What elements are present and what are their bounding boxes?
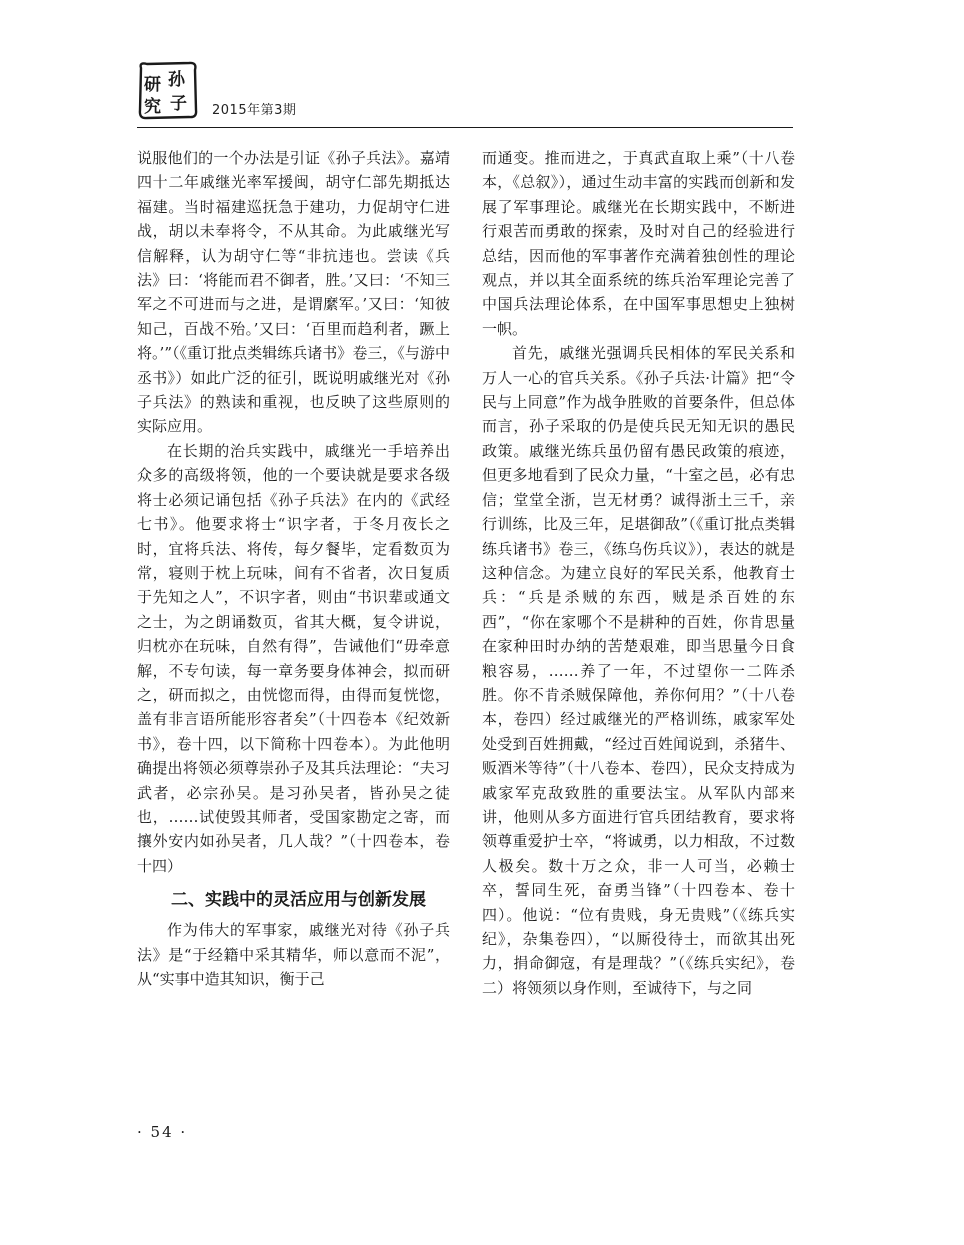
paragraph: 说服他们的一个办法是引证《孙子兵法》。嘉靖四十二年戚继光率军援闽，胡守仁部先期抵达福建。当时福建巡抚急于建功，力促胡守仁进战，胡以未奉将令，不从其命。为此戚继光写信解释，认为胡守仁等“非抗违也。尝读《兵法》曰：‘将能而君不御者，胜。’又曰：‘不知三军之不可进而与之进，是谓縻军。’又曰：‘知彼知己，百战不殆。’又曰：‘百里而趋利者，蹶上将。’”（《重订批点类辑练兵诸书》卷三，《与游中丞书》）如此广泛的征引，既说明戚继光对《孙子兵法》的熟读和重视，也反映了这些原则的实际应用。 xyxy=(137,149,450,436)
header-rule xyxy=(137,127,793,128)
paragraph: 而通变。推而进之，于真武直取上乘”（十八卷本，《总叙》），通过生动丰富的实践而创新和发展了军事理论。戚继光在长期实践中，不断进行艰苦而勇敢的探索，及时对自己的经验进行总结，因而他的军事著作充满着独创性的理论观点，并以其全面系统的练兵治军理论完善了中国兵法理论体系，在中国军事思想史上独树一帜。 xyxy=(482,149,795,338)
page-number: · 54 · xyxy=(137,1123,188,1141)
left-column xyxy=(137,146,450,991)
svg-text:究: 究 xyxy=(144,97,161,117)
paragraph: 作为伟大的军事家，戚继光对待《孙子兵法》是“于经籍中采其精华，师以意而不泥”，从“实事中造其知识，衡于己 xyxy=(137,921,450,988)
svg-text:孙: 孙 xyxy=(168,70,185,90)
issue-label: 2015年第3期 xyxy=(212,103,297,118)
paragraph: 首先，戚继光强调兵民相体的军民关系和万人一心的官兵关系。《孙子兵法·计篇》把“令民与上同意”作为战争胜败的首要条件，但总体而言，孙子采取的仍是使兵民无知无识的愚民政策。戚继光练兵虽仍留有愚民政策的痕迹，但更多地看到了民众力量，“十室之邑，必有忠信；堂堂全浙，岂无材勇？诚得浙土三千，亲行训练，比及三年，足堪御敌”（《重订批点类辑练兵诸书》卷三，《练乌伤兵议》），表达的就是这种信念。为建立良好的军民关系，他教育士兵：“兵是杀贼的东西，贼是杀百姓的东西”，“你在家哪个不是耕种的百姓，你肯思量在家种田时办纳的苦楚艰难，即当思量今日食粮容易，……养了一年，不过望你一二阵杀胜。你不肯杀贼保障他，养你何用？”（十八卷本，卷四）经过戚继光的严格训练，戚家军处处受到百姓拥戴，“经过百姓闻说到，杀猪牛、贩酒米等待”（十八卷本、卷四），民众支持成为戚家军克敌致胜的重要法宝。从军队内部来讲，他则从多方面进行官兵团结教育，要求将领尊重爱护士卒，“将诚勇，以力相敌，不过数人极矣。数十万之众，非一人可当，必赖士卒，誓同生死，奋勇当锋”（十四卷本、卷十四）。他说：“位有贵贱，身无贵贱”（《练兵实纪》，杂集卷四），“以厮役待士，而欲其出死力，捐命御寇，有是理哉？”（《练兵实纪》，卷二）将领须以身作则，至诚待下，与之同 xyxy=(482,344,795,997)
section-heading: 二、实践中的灵活应用与创新发展 xyxy=(171,890,426,911)
right-column xyxy=(482,146,795,1000)
paragraph: 在长期的治兵实践中，戚继光一手培养出众多的高级将领，他的一个要诀就是要求各级将士必须记诵包括《孙子兵法》在内的《武经七书》。他要求将士“识字者，于冬月夜长之时，宜将兵法、将传，每夕餐毕，定看数页为常，寝则于枕上玩味，间有不省者，次日复质于先知之人”，不识字者，则由“书识辈或通文之士，为之朗诵数页，省其大概，复令讲说，归枕亦在玩味，自然有得”，告诫他们“毋牵意解，不专句读，每一章务要身体神会，拟而研之，研而拟之，由恍惚而得，由得而复恍惚，盖有非言语所能形容者矣”（十四卷本《纪效新书》，卷十四，以下简称十四卷本）。为此他明确提出将领必须尊崇孙子及其兵法理论：“夫习武者，必宗孙吴。是习孙吴者，皆孙吴之徒也，……试使毁其师者，受国家勘定之寄，而攘外安内如孙吴者，几人哉？”（十四卷本，卷十四） xyxy=(137,441,450,875)
journal-logo xyxy=(137,60,199,120)
svg-text:子: 子 xyxy=(170,94,187,114)
svg-text:研: 研 xyxy=(144,75,161,95)
